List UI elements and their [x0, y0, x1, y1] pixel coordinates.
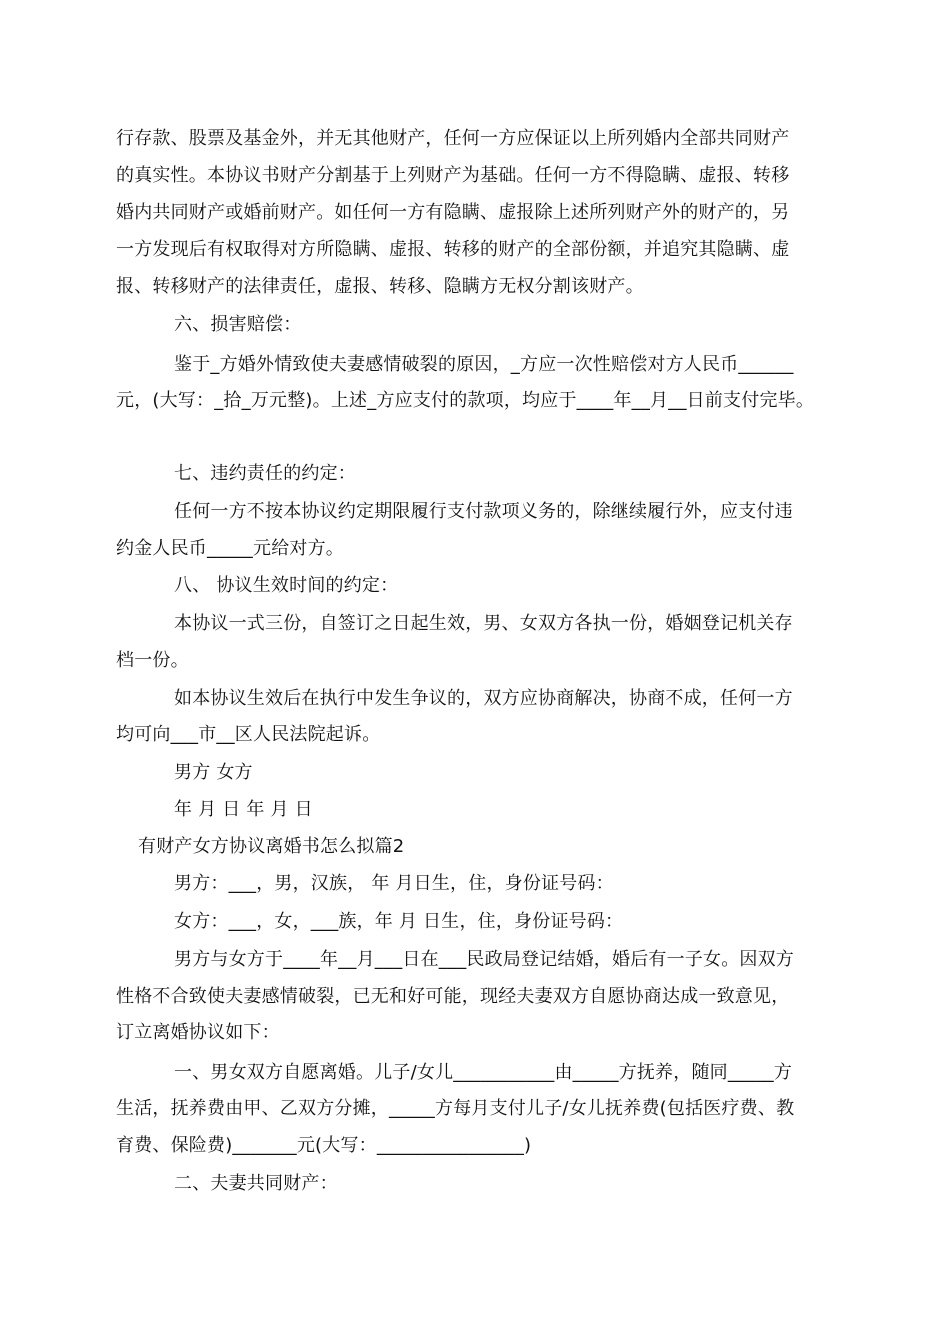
paragraph-line: 鉴于_方婚外情致使夫妻感情破裂的原因，_方应一次性赔偿对方人民币______	[174, 354, 794, 375]
paragraph-line: 均可向___市__区人民法院起诉。	[116, 724, 381, 745]
paragraph-line: 一、男女双方自愿离婚。儿子/女儿___________由_____方抚养，随同_____方	[174, 1062, 793, 1083]
paragraph-line: 订立离婚协议如下：	[116, 1022, 280, 1043]
paragraph-line: 本协议一式三份，自签订之日起生效，男、女双方各执一份，婚姻登记机关存	[174, 613, 793, 634]
paragraph-line: 婚内共同财产或婚前财产。如任何一方有隐瞒、虚报除上述所列财产外的财产的，另	[116, 202, 790, 223]
section-heading: 二、夫妻共同财产：	[174, 1173, 338, 1194]
paragraph-line: 约金人民币_____元给对方。	[116, 538, 344, 559]
paragraph-line: 行存款、股票及基金外，并无其他财产，任何一方应保证以上所列婚内全部共同财产	[116, 128, 790, 149]
article-title: 有财产女方协议离婚书怎么拟篇2	[138, 836, 405, 857]
paragraph-line: 一方发现后有权取得对方所隐瞒、虚报、转移的财产的全部份额，并追究其隐瞒、虚	[116, 239, 790, 260]
signature-line: 男方 女方	[174, 762, 253, 783]
paragraph-line: 男方：___，男，汉族， 年 月日生，住，身份证号码：	[174, 873, 614, 894]
date-line: 年 月 日 年 月 日	[174, 799, 313, 820]
paragraph-line: 元，(大写：_拾_万元整)。上述_方应支付的款项，均应于____年__月__日前支付完毕。	[116, 390, 815, 411]
paragraph-line: 报、转移财产的法律责任，虚报、转移、隐瞒方无权分割该财产。	[116, 276, 644, 297]
paragraph-line: 档一份。	[116, 650, 189, 671]
paragraph-line: 男方与女方于____年__月___日在___民政局登记结婚，婚后有一子女。因双方	[174, 949, 794, 970]
paragraph-line: 生活，抚养费由甲、乙双方分摊，_____方每月支付儿子/女儿抚养费(包括医疗费、教	[116, 1098, 795, 1119]
section-heading: 七、违约责任的约定：	[174, 463, 356, 484]
paragraph-line: 任何一方不按本协议约定期限履行支付款项义务的，除继续履行外，应支付违	[174, 501, 793, 522]
section-heading: 八、 协议生效时间的约定：	[174, 575, 399, 596]
paragraph-line: 如本协议生效后在执行中发生争议的，双方应协商解决，协商不成，任何一方	[174, 688, 793, 709]
paragraph-line: 育费、保险费)_______元(大写：________________)	[116, 1135, 532, 1156]
paragraph-line: 的真实性。本协议书财产分割基于上列财产为基础。任何一方不得隐瞒、虚报、转移	[116, 165, 790, 186]
paragraph-line: 女方：___，女，___族，年 月 日生，住，身份证号码：	[174, 911, 624, 932]
section-heading: 六、损害赔偿：	[174, 314, 302, 335]
paragraph-line: 性格不合致使夫妻感情破裂，已无和好可能，现经夫妻双方自愿协商达成一致意见，	[116, 986, 790, 1007]
